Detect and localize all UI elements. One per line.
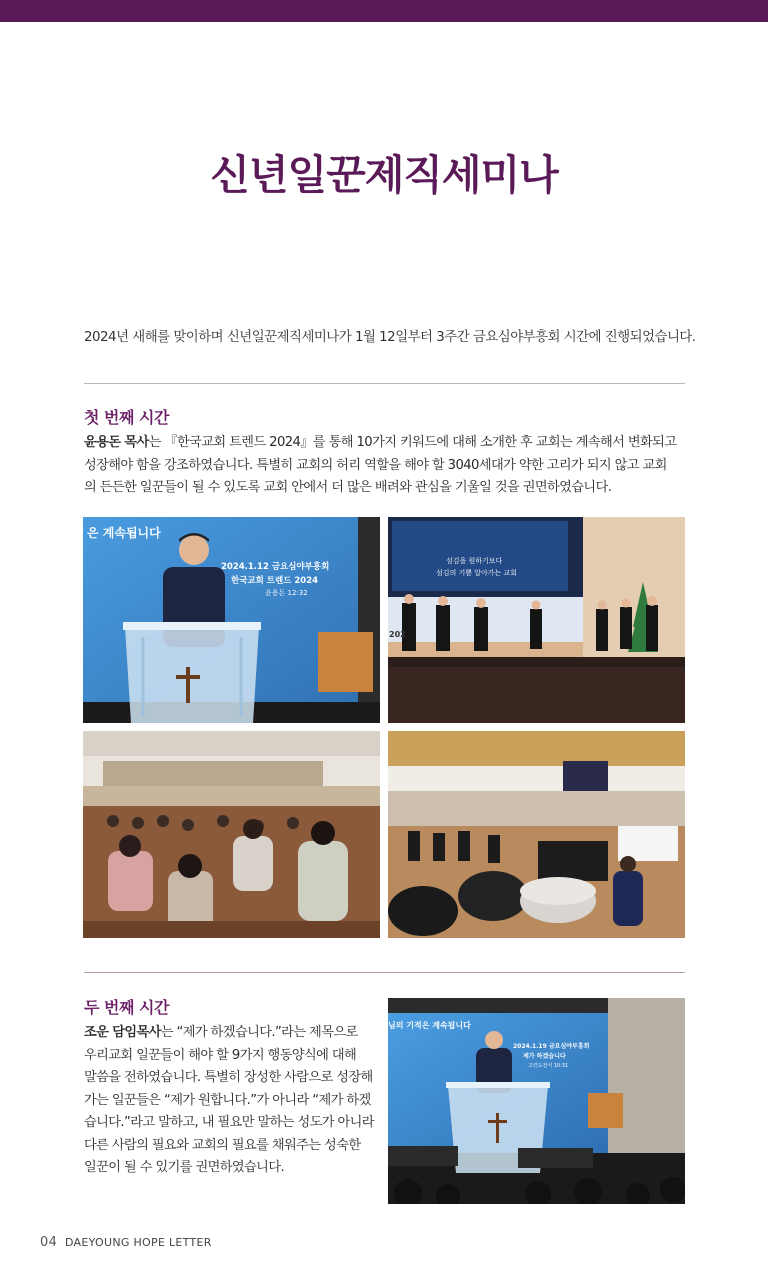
photo-choir-stage	[388, 517, 685, 723]
section1-body	[84, 432, 694, 500]
photo1-screen-line-1: 2024.1.12 금요심야부흥회	[221, 562, 330, 572]
section1-heading: 첫 번째 시간	[84, 408, 169, 427]
section1-line-2: 성장해야 함을 강조하였습니다. 특별히 교회의 허리 역할을 해야 할 3040세대가 약한 고리가 되지 않고 교회	[84, 457, 667, 473]
photo5-screen-line-2: 제가 하겠습니다	[523, 1053, 566, 1060]
photo-senior-pastor	[388, 998, 685, 1204]
page-number: 04	[40, 1235, 58, 1250]
page-title: 신년일꾼제직세미나	[210, 151, 558, 199]
section2-line-6: 다른 사람의 필요와 교회의 필요를 채워주는 성숙한	[84, 1137, 361, 1153]
photo5-screen-line-1: 2024.1.19 금요심야부흥회	[513, 1043, 590, 1050]
section2-line-5: 습니다.”라고 말하고, 내 필요만 말하는 성도가 아니라	[84, 1115, 374, 1130]
divider-2	[84, 972, 685, 973]
photo2-screen-line-2: 섬김의 기쁨 알아가는 교회	[436, 569, 518, 577]
section1-line-1: 는 『한국교회 트렌드 2024』를 통해 10가지 키워드에 대해 소개한 후 교회는 계속해서 변화되고	[148, 435, 677, 450]
photo1-screen-line-2: 한국교회 트렌드 2024	[231, 576, 319, 586]
section2-line-2: 우리교회 일꾼들이 해야 할 9가지 행동양식에 대해	[84, 1047, 357, 1063]
divider-1	[84, 383, 685, 384]
photo-orchestra	[388, 731, 685, 938]
photo-pastor-pulpit	[83, 517, 380, 723]
section2-line-1: 는 “제가 하겠습니다.”라는 제목으로	[160, 1025, 358, 1040]
section2-heading: 두 번째 시간	[84, 998, 169, 1017]
photo5-banner: 님의 기적은 계속됩니다	[388, 1021, 471, 1030]
photo1-banner: 은 계속됩니다	[87, 526, 161, 540]
section1-speaker: 윤용돈 목사	[84, 435, 149, 450]
top-accent-bar	[0, 0, 768, 22]
section2-line-7: 일꾼이 될 수 있기를 권면하였습니다.	[84, 1160, 285, 1175]
intro-text: 2024년 새해를 맞이하며 신년일꾼제직세미나가 1월 12일부터 3주간 금요심야부흥회 시간에 진행되었습니다.	[84, 330, 696, 345]
section2-body	[84, 1022, 380, 1180]
publication-name: DAEYOUNG HOPE LETTER	[64, 1236, 212, 1249]
section2-line-3: 말씀을 전하였습니다. 특별히 장성한 사람으로 성장해	[84, 1070, 373, 1085]
page-footer	[40, 1235, 212, 1250]
photo5-screen-line-3: 고린도전서 10:31	[528, 1063, 569, 1069]
photo1-screen-line-3: 윤용돈 12:32	[265, 589, 308, 597]
section1-line-3: 의 든든한 일꾼들이 될 수 있도록 교회 안에서 더 많은 배려와 관심을 기울일 것을 권면하였습니다.	[84, 480, 612, 495]
photo2-screen-line-1: 섬김을 원하기보다	[446, 557, 503, 565]
photo-congregation	[83, 731, 380, 938]
photo2-side-text: 202	[389, 630, 406, 639]
section2-speaker: 조운 담임목사	[84, 1025, 161, 1040]
section2-line-4: 가는 일꾼들은 “제가 원합니다.”가 아니라 “제가 하겠	[84, 1092, 371, 1108]
